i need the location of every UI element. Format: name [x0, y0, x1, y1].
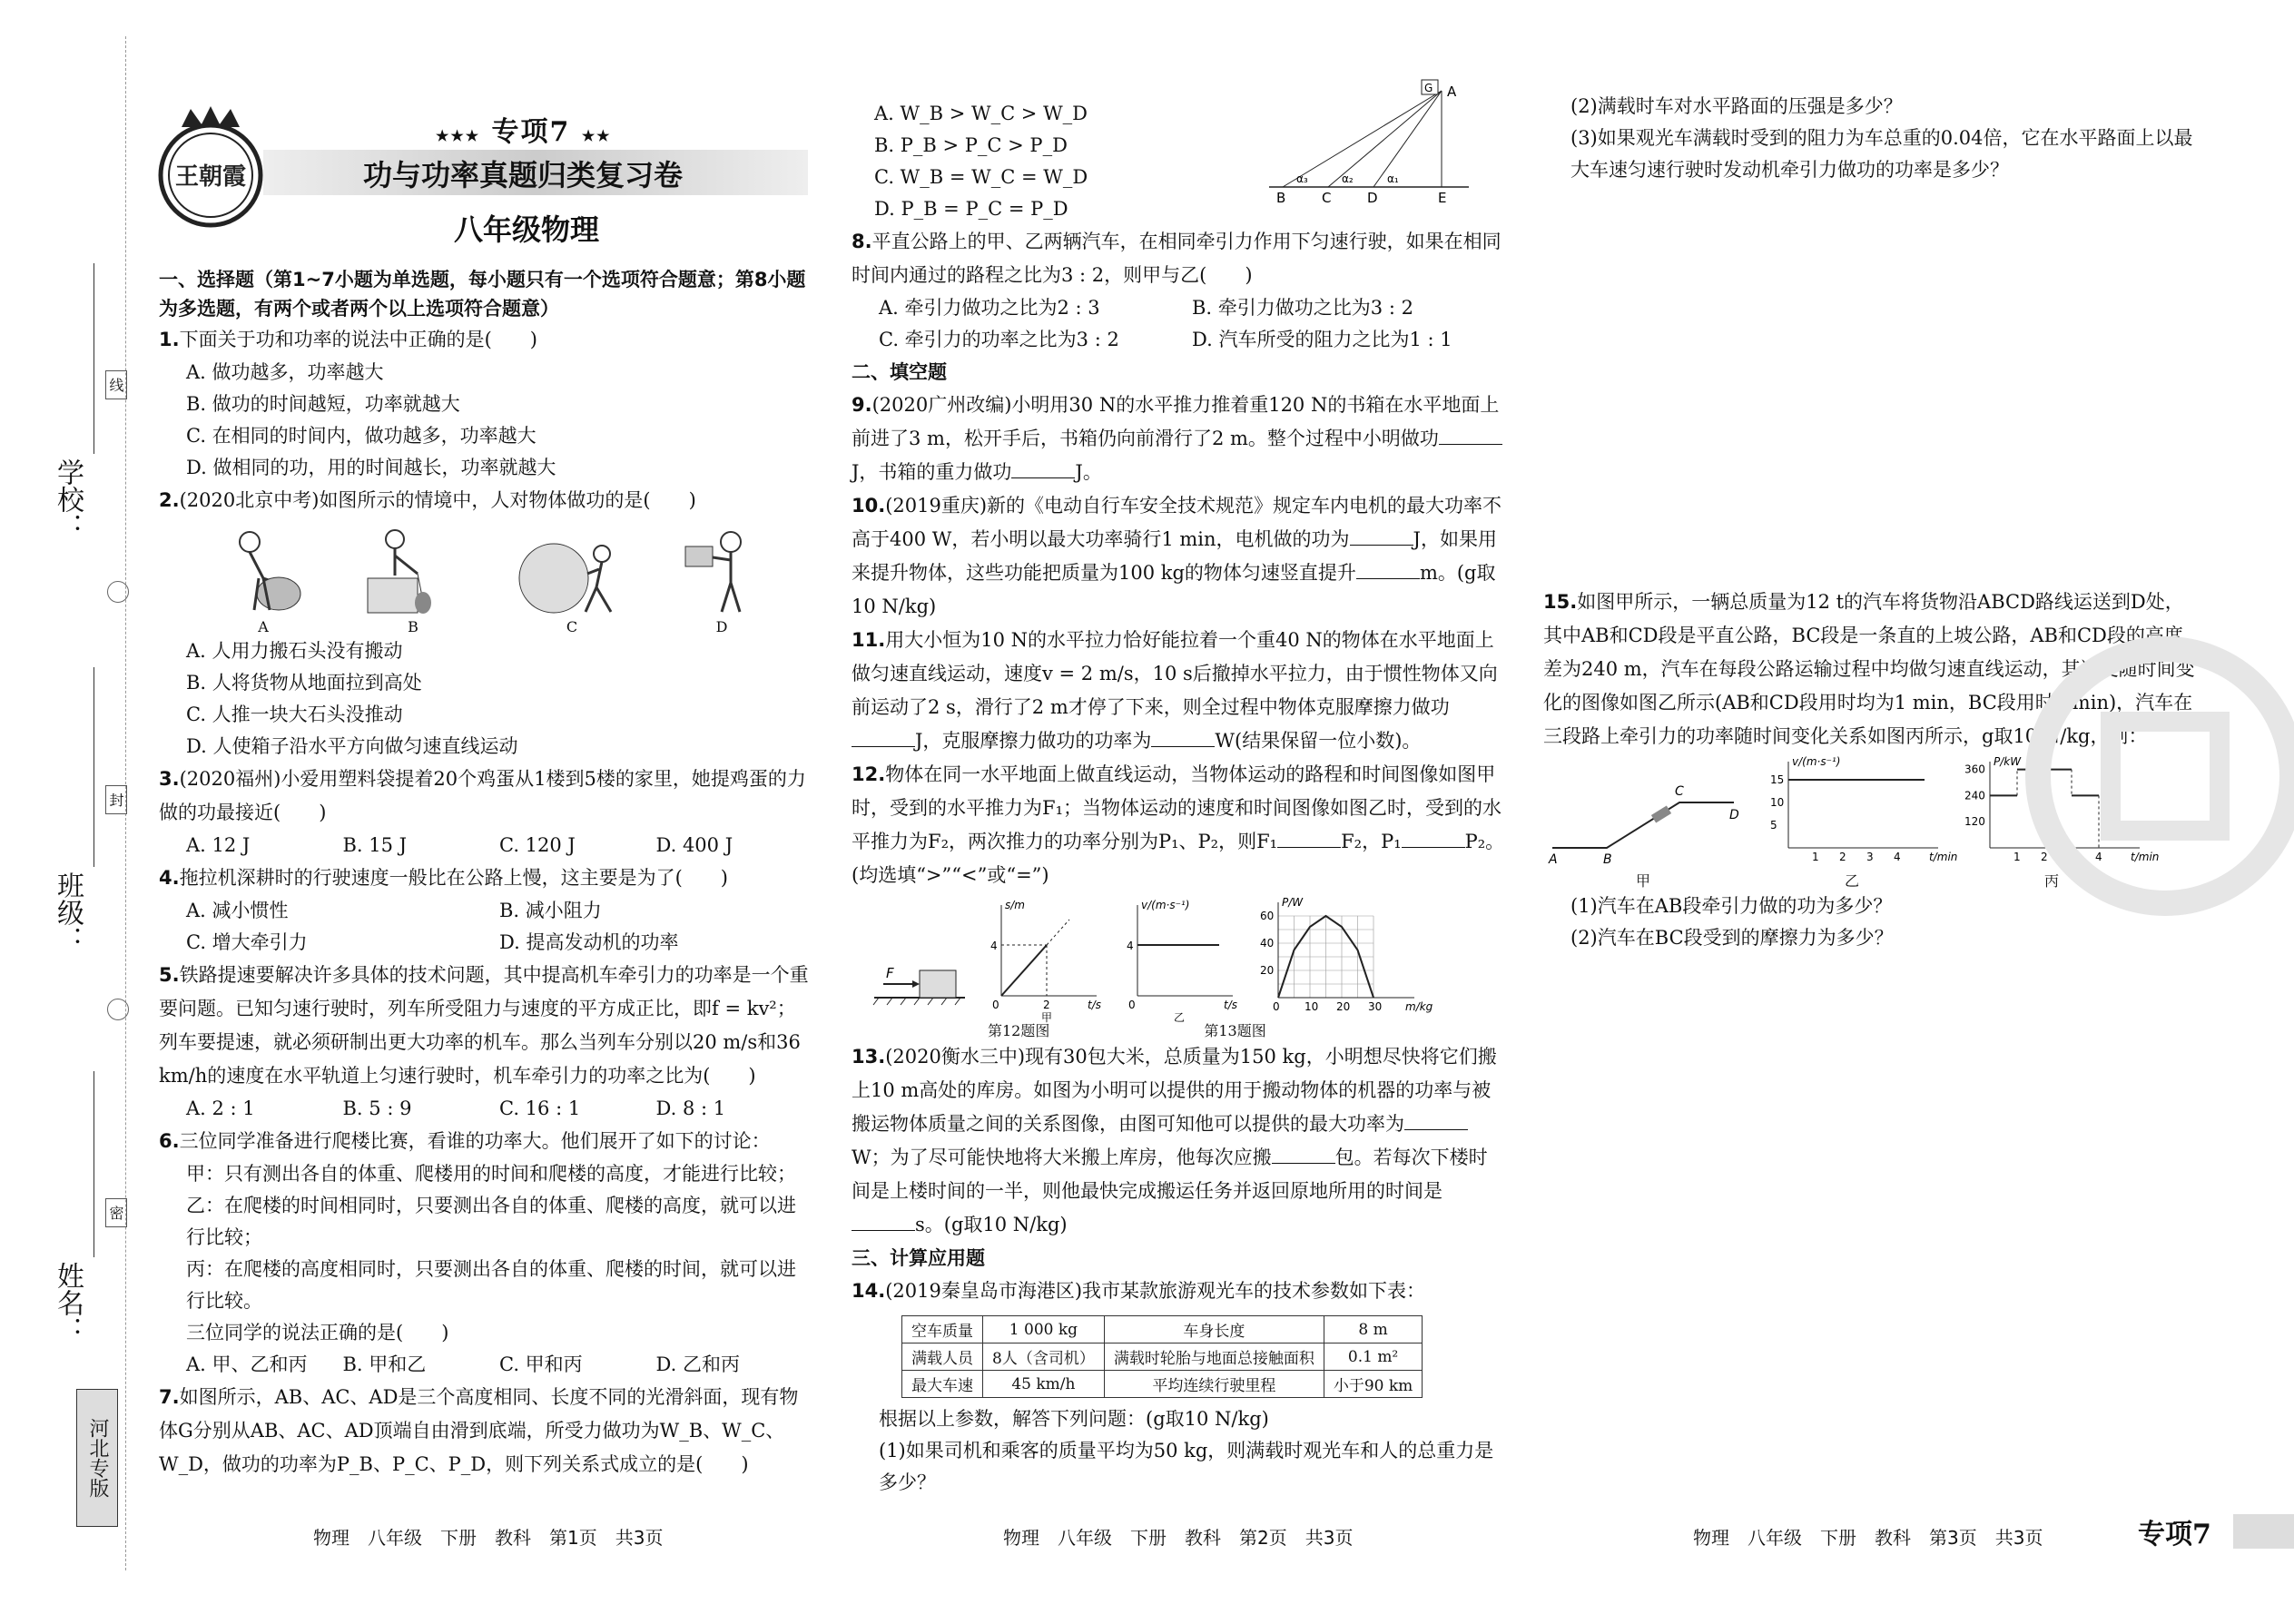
- x-tick-label: 0: [1128, 999, 1136, 1011]
- q-text: 用大小恒为10 N的水平拉力恰好能拉着一个重40 N的物体在水平地面上做匀速直线运动，速度v = 2 m/s，10 s后撤掉水平拉力，由于惯性物体又向前运动了2 s，滑行了2 m才停了下来，则全过程中物体克服摩擦力做功: [852, 629, 1498, 718]
- question-6: [159, 1125, 812, 1158]
- option-c[interactable]: C. 16 : 1: [499, 1097, 581, 1119]
- q-text: 平直公路上的甲、乙两辆汽车，在相同牵引力作用下匀速行驶，如果在相同时间内通过的路程之比为3 : 2，则甲与乙( ): [852, 231, 1501, 286]
- road-diagram: [1543, 775, 1743, 866]
- option-b[interactable]: B. 减小阻力: [499, 900, 602, 921]
- truck-icon: [1651, 805, 1671, 822]
- question-8: [852, 225, 1505, 292]
- question-9: [852, 389, 1505, 489]
- y-tick-label: 4: [990, 940, 998, 952]
- y-axis-label: P/W: [1282, 896, 1304, 909]
- option-b[interactable]: B. P_B > P_C > P_D: [874, 134, 1068, 156]
- y-tick-label: 360: [1964, 763, 1985, 776]
- footer-page-1: 物理 八年级 下册 教科 第1页 共3页: [313, 1527, 664, 1549]
- answer-blank[interactable]: [1402, 829, 1465, 848]
- option-a[interactable]: A. 做功越多，功率越大: [186, 361, 384, 383]
- q-source: (2019秦皇岛市海港区): [885, 1280, 1083, 1302]
- option-c[interactable]: C. 人推一块大石头没推动: [186, 704, 403, 725]
- label-d: D: [1729, 808, 1739, 822]
- option-d[interactable]: D. 人使箱子沿水平方向做匀速直线运动: [186, 735, 518, 757]
- option-d[interactable]: D. 乙和丙: [655, 1353, 740, 1375]
- q4-options-ab: [159, 895, 812, 927]
- answer-blank[interactable]: [1350, 527, 1413, 546]
- q-source: (2019重庆): [885, 495, 988, 517]
- binding-hole-icon: [107, 999, 129, 1020]
- chart-q12-jia: [979, 896, 1106, 1023]
- answer-blank[interactable]: [1404, 1111, 1468, 1130]
- q6-statement-yi: 乙：在爬楼的时间相同时，只要测出各自的体重、爬楼的高度，就可以进行比较；: [186, 1195, 796, 1248]
- chart-sub-label: 乙: [1174, 1011, 1186, 1024]
- stars-right: ★★: [581, 127, 612, 144]
- q-text: F₂，P₁: [1341, 831, 1402, 852]
- q-text: 拖拉机深耕时的行驶速度一般比在公路上慢，这主要是为了( ): [179, 867, 728, 889]
- watermark-seal-icon: [2020, 626, 2292, 926]
- q-text: 物体在同一水平地面上做直线运动，当物体运动的路程和时间图像如图甲时，受到的水平推力为F₁；当物体运动的速度和时间图像如图乙时，受到的水平推力为F₂，两次推力的功率分别为P₁、P₂，则F₁: [852, 763, 1501, 852]
- q2-figure-c: [513, 528, 631, 635]
- q12-q13-figures: [852, 896, 1505, 1023]
- question-10: [852, 489, 1505, 624]
- table-row: 最大车速 45 km/h 平均连续行驶里程 小于90 km: [902, 1371, 1423, 1398]
- column-1: [159, 265, 812, 1481]
- option-c[interactable]: C. 牵引力的功率之比为3 : 2: [879, 329, 1119, 350]
- q14-part-2: (2)满载时车对水平路面的压强是多少？: [1570, 95, 1903, 117]
- seal-mark-1: 线: [105, 370, 127, 399]
- name-label: 姓名：: [52, 1262, 84, 1343]
- label-d: D: [1367, 190, 1378, 206]
- q3-options: [159, 830, 812, 861]
- fig-caption-jia: 甲: [1635, 872, 1650, 890]
- q-text: 如图所示，AB、AC、AD是三个高度相同、长度不同的光滑斜面，现有物体G分别从AB、AC、AD顶端自由滑到底端，所受力做功为W_B、W_C、W_D，做功的功率为P_B、P_C、P_D，则下列关系式成立的是( ): [159, 1386, 799, 1475]
- label-c: C: [1322, 190, 1332, 206]
- option-b[interactable]: B. 5 : 9: [342, 1097, 412, 1119]
- y-tick-label: 60: [1260, 910, 1275, 922]
- special-number: 专项7: [491, 116, 571, 148]
- q2-figure-b: [363, 528, 463, 635]
- option-b[interactable]: B. 做功的时间越短，功率就越大: [186, 393, 460, 415]
- question-3: [159, 763, 812, 830]
- q-number: 3.: [159, 768, 180, 790]
- q-text: J，书箱的重力做功: [852, 461, 1012, 483]
- q-text: 铁路提速要解决许多具体的技术问题，其中提高机车牵引力的功率是一个重要问题。已知匀速行驶时，列车所受阻力与速度的平方成正比，即f = kv²；列车要提速，就必须研制出更大功率的机车。那么当列车分别以20 m/s和36 km/h的速度在水平轨道上匀速行驶时，机车牵引力的功率之比为( ): [159, 964, 809, 1087]
- q-source: (2020福州): [179, 768, 281, 790]
- q7-options: [852, 98, 1088, 225]
- y-tick-label: 5: [1770, 819, 1777, 832]
- person-lifting-stone-icon: [213, 528, 313, 615]
- q-text: P₂。(均选填“>”“<”或“=”): [852, 831, 1505, 886]
- y-axis-label: v/(m·s⁻¹): [1141, 899, 1190, 911]
- option-a[interactable]: A. 牵引力做功之比为2 : 3: [879, 297, 1100, 319]
- label-alpha2: α₂: [1342, 172, 1354, 185]
- option-d[interactable]: D. 做相同的功，用的时间越长，功率就越大: [186, 457, 556, 478]
- option-a[interactable]: A. 12 J: [186, 834, 251, 856]
- school-label: 学校：: [52, 458, 84, 540]
- brand-logo-icon: [154, 104, 272, 231]
- fig-caption-bing: 丙: [2043, 872, 2059, 890]
- y-tick-label: 240: [1964, 789, 1985, 802]
- option-b[interactable]: B. 牵引力做功之比为3 : 2: [1192, 297, 1413, 319]
- q-number: 7.: [159, 1386, 180, 1408]
- q8-options-ab: [852, 292, 1505, 324]
- column-2: [852, 82, 1505, 1499]
- q-text: 新的《电动自行车安全技术规范》规定车内电机的最大功率不高于400 W，若小明以最大功率骑行1 min，电机做的功为: [852, 495, 1502, 550]
- q2-figure-d: [681, 528, 763, 635]
- q-text: 小爱用塑料袋提着20个鸡蛋从1楼到5楼的家里，她提鸡蛋的力做的功最接近( ): [159, 768, 806, 823]
- q-text: 包。若每次下楼时间是上楼时间的一半，则他最快完成搬运任务并返回原地所用的时间是: [852, 1147, 1488, 1202]
- chart-q12-yi: [1115, 896, 1242, 1023]
- x-axis-label: t/s: [1088, 999, 1101, 1011]
- answer-blank[interactable]: [1011, 459, 1075, 478]
- label-e: E: [1438, 190, 1447, 206]
- incline-ad: [1373, 91, 1442, 187]
- option-c[interactable]: C. W_B = W_C = W_D: [874, 166, 1088, 188]
- chart-q13: [1251, 896, 1433, 1023]
- y-tick-label: 120: [1964, 815, 1985, 829]
- series-line: [1001, 945, 1047, 996]
- y-tick-label: 4: [1127, 940, 1134, 952]
- x-tick-label: 2: [1043, 999, 1050, 1011]
- q15-part-2: (2)汽车在BC段受到的摩擦力为多少？: [1570, 927, 1894, 949]
- corner-special-label: 专项7: [2138, 1519, 2211, 1550]
- q-source: (2020广州改编): [871, 394, 1012, 416]
- q15-figure-jia: [1543, 775, 1743, 891]
- label-a: A: [1447, 84, 1457, 100]
- q14-part-3: (3)如果观光车满载时受到的阻力为车总重的0.04倍，它在水平路面上以最大车速匀速行驶时发动机牵引力做功的功率是多少？: [1570, 127, 2193, 181]
- option-b[interactable]: B. 甲和乙: [342, 1353, 427, 1375]
- label-alpha3: α₃: [1296, 172, 1308, 185]
- option-c[interactable]: C. 增大牵引力: [186, 931, 308, 953]
- question-11: [852, 624, 1505, 758]
- x-axis-label: t/min: [1929, 851, 1958, 863]
- answer-blank[interactable]: [852, 1212, 915, 1231]
- svg-text:王朝霞: 王朝霞: [174, 163, 247, 191]
- q-text: 如图所示的情境中，人对物体做功的是( ): [319, 489, 696, 511]
- section-choice: 一、选择题（第1~7小题为单选题，每小题只有一个选项符合题意；第8小题为多选题，有两个或者两个以上选项符合题意）: [159, 269, 806, 320]
- footer-page-2: 物理 八年级 下册 教科 第2页 共3页: [1003, 1527, 1354, 1549]
- q6-ask: 三位同学的说法正确的是( ): [186, 1322, 449, 1343]
- fig-label-a: A: [258, 618, 269, 635]
- q5-options: [159, 1093, 812, 1125]
- special-label: [436, 109, 612, 149]
- label-c: C: [1675, 784, 1684, 799]
- q6-statement-jia: 甲：只有测出各自的体重、爬楼用的时间和爬楼的高度，才能进行比较；: [186, 1163, 796, 1185]
- corner-band: [2233, 1514, 2294, 1549]
- q2-figures: [159, 517, 812, 635]
- table-row: 满载人员 8人（含司机） 满载时轮胎与地面总接触面积 0.1 m²: [902, 1343, 1423, 1371]
- question-4: [159, 861, 812, 895]
- q-number: 4.: [159, 867, 180, 889]
- q-source: (2020北京中考): [179, 489, 320, 511]
- q-number: 5.: [159, 964, 180, 986]
- table-row: 空车质量 1 000 kg 车身长度 8 m: [902, 1316, 1423, 1343]
- x-axis-label: t/s: [1224, 999, 1237, 1011]
- x-tick-label: 20: [1336, 1000, 1351, 1013]
- answer-blank[interactable]: [1151, 728, 1215, 747]
- q-text: s。(g取10 N/kg): [915, 1214, 1068, 1235]
- q-number: 10.: [852, 495, 886, 517]
- q14-spec-table: [901, 1315, 1423, 1398]
- seal-mark-3: 密: [105, 1198, 127, 1227]
- person-pushing-boulder-icon: [513, 528, 631, 615]
- answer-blank[interactable]: [1272, 1145, 1335, 1164]
- x-axis-label: m/kg: [1405, 1000, 1433, 1013]
- y-axis-label: v/(m·s⁻¹): [1792, 755, 1841, 768]
- chart-sub-label: 甲: [1041, 1011, 1053, 1024]
- option-b[interactable]: B. 15 J: [342, 834, 408, 856]
- option-c[interactable]: C. 在相同的时间内，做功越多，功率越大: [186, 425, 537, 447]
- option-c[interactable]: C. 甲和丙: [499, 1353, 583, 1375]
- x-axis-label: t/min: [2131, 851, 2160, 863]
- q-number: 11.: [852, 629, 886, 651]
- x-tick-label: 4: [1894, 851, 1901, 863]
- binding-hole-icon: [107, 581, 129, 603]
- option-d[interactable]: D. 400 J: [655, 834, 733, 856]
- answer-blank[interactable]: [1277, 829, 1341, 848]
- answer-blank[interactable]: [852, 728, 915, 747]
- q-number: 15.: [1543, 591, 1578, 613]
- question-5: [159, 959, 812, 1093]
- seal-mark-2: 封: [105, 785, 127, 814]
- q-text: W(结果保留一位小数)。: [1215, 730, 1422, 752]
- answer-blank[interactable]: [1356, 560, 1420, 579]
- q-text: 如图甲所示，一辆总质量为12 t的汽车将货物沿ABCD路线运送到D处，其中AB和CD段是平直公路，BC段是一条直的上坡公路，AB和CD段的高度差为240 m，汽车在每段公路运输过程中均做匀速直线运动，其速度随时间变化的图像如图乙所示(AB和CD段用时均为1 min，BC段用时2 min)，汽车在三段路上牵引力的功率随时间变化关系如图丙所示，g取10 N/kg，则：: [1543, 591, 2195, 747]
- stars-left: ★★★: [436, 127, 481, 144]
- q-text: 我市某款旅游观光车的技术参数如下表：: [1082, 1280, 1426, 1302]
- label-a: A: [1549, 852, 1558, 867]
- chart-q15-yi: [1761, 755, 1958, 866]
- binding-strip: [0, 0, 150, 1624]
- x-tick-label: 0: [1273, 1000, 1280, 1013]
- y-axis-label: s/m: [1005, 899, 1025, 911]
- edition-badge: 河北专版: [76, 1389, 118, 1527]
- q8-options-cd: [852, 324, 1505, 356]
- paper-header: [154, 95, 808, 268]
- section-calc: 三、计算应用题: [852, 1247, 985, 1269]
- x-tick-label: 10: [1305, 1000, 1319, 1013]
- label-b: B: [1603, 852, 1612, 867]
- x-tick-label: 30: [1368, 1000, 1383, 1013]
- option-c[interactable]: C. 120 J: [499, 834, 576, 856]
- footer-page-3: 物理 八年级 下册 教科 第3页 共3页: [1693, 1527, 2043, 1549]
- q-text: W；为了尽可能快地将大米搬上库房，他每次应搬: [852, 1147, 1272, 1168]
- q-number: 12.: [852, 763, 886, 785]
- y-tick-label: 20: [1260, 964, 1275, 977]
- question-7: [159, 1381, 812, 1481]
- q-text: 现有30包大米，总质量为150 kg，小明想尽快将它们搬上10 m高处的库房。如图为小明可以提供的用于搬动物体的机器的功率与被搬运物体质量之间的关系图像，由图可知他可以提供的最大功率为: [852, 1046, 1497, 1135]
- x-tick-label: 1: [1812, 851, 1819, 863]
- x-tick-label: 3: [2068, 851, 2075, 863]
- person-carrying-box-icon: [681, 528, 763, 615]
- fig-caption-12: 第12题图: [988, 1022, 1050, 1039]
- fig-label-d: D: [715, 618, 728, 635]
- x-tick-label: 2: [1839, 851, 1846, 863]
- section-fill: 二、填空题: [852, 361, 947, 383]
- x-tick-label: 2: [2041, 851, 2048, 863]
- option-a[interactable]: A. W_B > W_C > W_D: [874, 103, 1088, 124]
- q6-options: [159, 1349, 812, 1381]
- option-a[interactable]: A. 2 : 1: [186, 1097, 255, 1119]
- x-tick-label: 4: [2095, 851, 2102, 863]
- question-12: [852, 758, 1505, 892]
- option-a[interactable]: A. 甲、乙和丙: [186, 1353, 308, 1375]
- class-label: 班级：: [52, 871, 84, 953]
- question-1: [159, 323, 812, 357]
- q-number: 1.: [159, 329, 180, 350]
- option-d[interactable]: D. P_B = P_C = P_D: [874, 198, 1068, 220]
- q15-part-1: (1)汽车在AB段牵引力做的功为多少？: [1570, 895, 1893, 917]
- person-pulling-cargo-icon: [363, 528, 463, 615]
- q6-statement-bing: 丙：在爬楼的高度相同时，只要测出各自的体重、爬楼的时间，就可以进行比较。: [186, 1258, 796, 1312]
- question-14: [852, 1275, 1505, 1308]
- q-text: J，克服摩擦力做功的功率为: [915, 730, 1152, 752]
- block: [920, 970, 956, 998]
- option-d[interactable]: D. 8 : 1: [655, 1097, 726, 1119]
- paper-title: 功与功率真题归类复习卷: [363, 158, 684, 192]
- x-tick-label: 1: [2013, 851, 2021, 863]
- q-text: 下面关于功和功率的说法中正确的是( ): [179, 329, 537, 350]
- q-text: m。(g取10 N/kg): [852, 562, 1496, 617]
- fig-label-c: C: [566, 618, 578, 635]
- q-source: (2020衡水三中): [885, 1046, 1026, 1068]
- label-b: B: [1276, 190, 1286, 206]
- q14-instruction: 根据以上参数，解答下列问题：(g取10 N/kg): [879, 1408, 1269, 1430]
- q-text: 三位同学准备进行爬楼比赛，看谁的功率大。他们展开了如下的讨论：: [179, 1130, 771, 1152]
- grade-title: 八年级物理: [454, 212, 600, 247]
- q-number: 2.: [159, 489, 180, 511]
- fig-label-b: B: [408, 618, 418, 635]
- y-tick-label: 40: [1260, 937, 1275, 950]
- option-d[interactable]: D. 提高发动机的功率: [499, 931, 679, 953]
- x-tick-label: 3: [1866, 851, 1874, 863]
- q-number: 9.: [852, 394, 872, 416]
- answer-blank[interactable]: [1439, 426, 1502, 445]
- q-number: 13.: [852, 1046, 886, 1068]
- block-push-diagram: [870, 941, 970, 1023]
- q-text: 小明用30 N的水平推力推着重120 N的书箱在水平地面上前进了3 m，松开手后，书箱仍向前滑行了2 m。整个过程中小明做功: [852, 394, 1500, 449]
- x-tick-label: 0: [992, 999, 999, 1011]
- question-2: [159, 484, 812, 517]
- option-d[interactable]: D. 汽车所受的阻力之比为1 : 1: [1192, 329, 1452, 350]
- q7-incline-diagram: [1260, 80, 1478, 206]
- force-label: F: [886, 965, 894, 981]
- q4-options-cd: [159, 927, 812, 959]
- label-alpha1: α₁: [1387, 172, 1399, 185]
- q-number: 14.: [852, 1280, 886, 1302]
- y-axis-label: P/kW: [1994, 755, 2022, 768]
- series-extension: [1047, 920, 1069, 945]
- q15-figure-yi: [1761, 755, 1958, 891]
- question-13: [852, 1040, 1505, 1242]
- fig-caption-yi: 乙: [1844, 872, 1859, 890]
- y-tick-label: 15: [1770, 773, 1785, 786]
- option-a[interactable]: A. 减小惯性: [186, 900, 289, 921]
- q-text: J，如果用来提升物体，这些功能把质量为100 kg的物体匀速竖直提升: [852, 528, 1497, 584]
- q14-part-1: (1)如果司机和乘客的质量平均为50 kg，则满载时观光车和人的总重力是多少？: [879, 1440, 1494, 1493]
- label-g: G: [1424, 82, 1433, 94]
- q2-figure-a: [213, 528, 313, 635]
- option-b[interactable]: B. 人将货物从地面拉到高处: [186, 672, 422, 694]
- option-a[interactable]: A. 人用力搬石头没有搬动: [186, 640, 403, 662]
- q-number: 8.: [852, 231, 872, 252]
- q-text: J。: [1075, 461, 1102, 483]
- fig-caption-13: 第13题图: [1204, 1022, 1266, 1039]
- y-tick-label: 10: [1770, 796, 1785, 809]
- q-number: 6.: [159, 1130, 180, 1152]
